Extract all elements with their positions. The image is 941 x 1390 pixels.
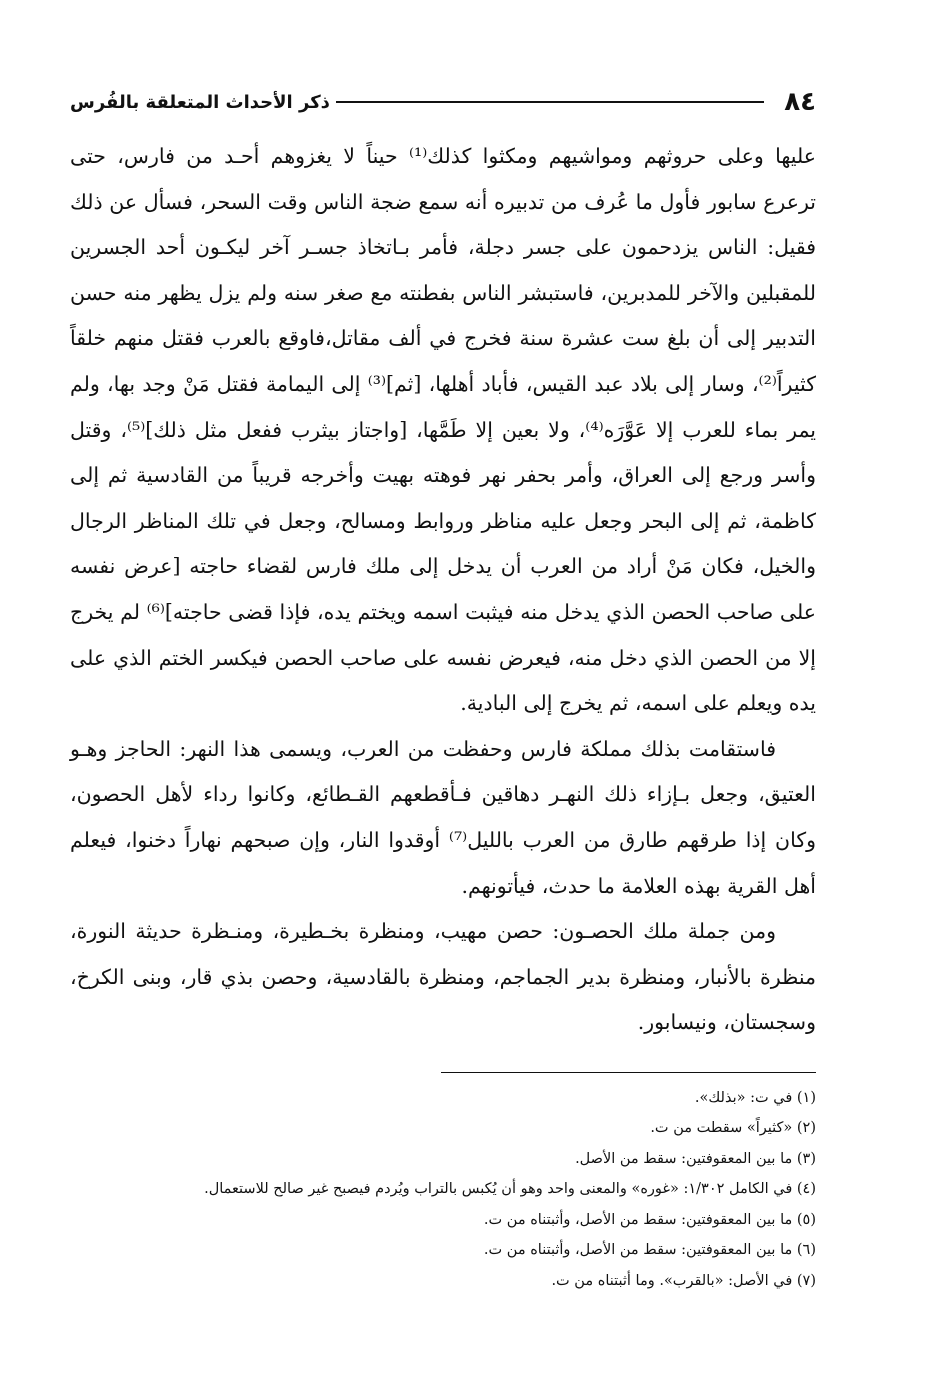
paragraph: عليها وعلى حروثهم ومواشيهم ومكثوا كذلك⁽¹⁾ حيناً لا يغزوهم أحـد من فارس، حتى ترعرع سابور فأول ما عُرف من تدبيره أنه سمع ضجة الناس وقت السحر، فسأل عن ذلك فقيل: الناس يزدحمون على جسر دجلة، فأمر بـاتخاذ جسـر آخر ليكـون أحد الجسرين للمقبلين والآخر للمدبرين، فاستبشر الناس بفطنته مع صغر سنه ولم يزل يظهر منه حسن التدبير إلى أن بلغ ست عشرة سنة فخرج في ألف مقاتل،فاوقع بالعرب فقتل منهم خلقاً كثيراً⁽²⁾، وسار إلى بلاد عبد القيس، فأباد أهلها، [ثم]⁽³⁾ إلى اليمامة فقتل مَنْ وجد بها، ولم يمر بماء للعرب إلا عَوَّرَه⁽⁴⁾، ولا بعين إلا طَمَّها، [واجتاز بيثرب ففعل مثل ذلك]⁽⁵⁾، وقتل وأسر ورجع إلى العراق، وأمر بحفر نهر فوهته بهيت وأخرجه قريباً من القادسية ثم إلى كاظمة، ثم إلى البحر وجعل عليه مناظر وروابط ومسالح، وجعل في تلك المناظر الرجال والخيل، فكان مَنْ أراد من العرب أن يدخل إلى ملك فارس لقضاء حاجته [عرض نفسه على صاحب الحصن الذي يدخل منه فيثبت اسمه ويختم يده، فإذا قضى حاجته]⁽⁶⁾ لم يخرج إلا من الحصن الذي دخل منه، فيعرض نفسه على صاحب الحصن فيكسر الختم الذي على يده ويعلم على اسمه، ثم يخرج إلى البادية.: [70, 144, 817, 716]
book-page: [70, 80, 816, 1296]
footnote: (٧) في الأصل: «بالقرب». وما أثبتناه من ت.: [551, 1272, 816, 1289]
running-title: ذكر الأحداث المتعلقة بالفُرس: [70, 91, 330, 113]
paragraph: فاستقامت بذلك مملكة فارس وحفظت من العرب، ويسمى هذا النهر: الحاجز وهـو العتيق، وجعل بـإزاء ذلك النهـر دهاقين فـأقطعهم القـطائع، وكانوا رداء لأهل الحصون، وكان إذا طرقهم طارق من العرب بالليل⁽⁷⁾ أوقدوا النار، وإن صبحهم نهاراً دخنوا، فيعلم أهل القرية بهذه العلامة ما حدث، فيأتونهم.: [70, 736, 816, 898]
footnote: (٦) ما بين المعقوفتين: سقط من الأصل، وأثبتناه من ت.: [483, 1242, 816, 1259]
footnote: (٤) في الكامل ١/٣٠٢: «غوره» والمعنى واحد وهو أن يُكبس بالتراب ويُردم فيصبح غير صالح للاستعمال.: [204, 1181, 816, 1198]
page-header: [70, 80, 816, 124]
footnote: (٢) «كثيراً» سقطت من ت.: [650, 1120, 816, 1137]
paragraph: ومن جملة ملك الحصـون: حصن مهيب، ومنظرة بخـطيرة، ومنـظرة حديثة النورة، منظرة بالأنبار، ومنظرة بدير الجماجم، ومنظرة بالقادسية، وحصن بذي قار، وبنى الكرخ، وسجستان، ونيسابور.: [70, 919, 816, 1035]
footnotes: [70, 1083, 816, 1297]
footnote: (٥) ما بين المعقوفتين: سقط من الأصل، وأثبتناه من ت.: [483, 1211, 816, 1228]
header-rule: [336, 101, 764, 103]
page-number: ٨٤: [784, 87, 816, 117]
footnote: (٣) ما بين المعقوفتين: سقط من الأصل.: [575, 1150, 816, 1167]
footnote-separator: [441, 1072, 816, 1073]
main-text: [70, 134, 816, 1046]
footnote: (١) في ت: «بذلك».: [694, 1089, 816, 1106]
